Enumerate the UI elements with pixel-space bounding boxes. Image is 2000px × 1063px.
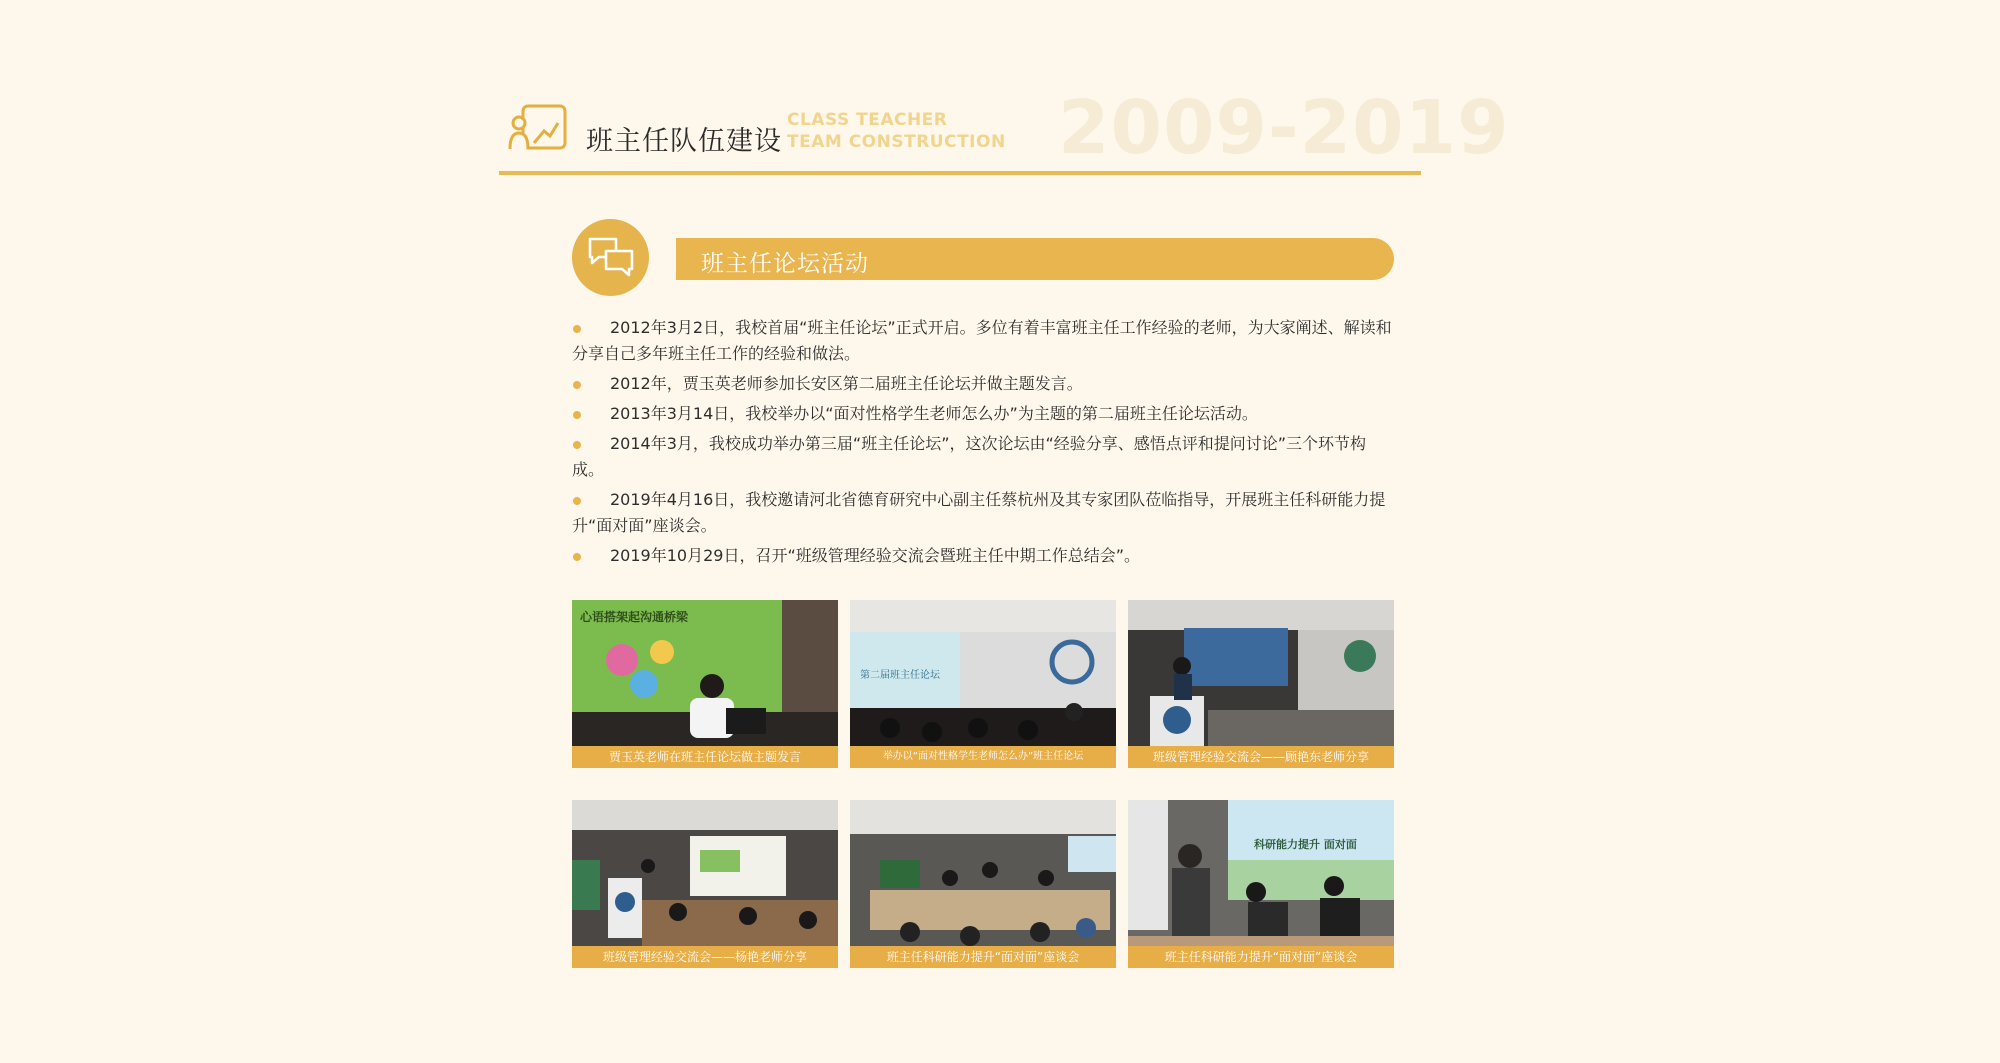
list-item: 2012年，贾玉英老师参加长安区第二届班主任论坛并做主题发言。 [572, 371, 1395, 397]
photo-caption: 举办以“面对性格学生老师怎么办”班主任论坛 [850, 746, 1116, 768]
list-item: 2013年3月14日，我校举办以“面对性格学生老师怎么办”为主题的第二届班主任论坛活动。 [572, 401, 1395, 427]
photo-exchange-gu [1128, 600, 1394, 768]
year-range-watermark: 2009-2019 [1058, 85, 1510, 171]
english-subtitle-line1: CLASS TEACHER [787, 110, 948, 130]
photo-screen-text: 科研能力提升 面对面 [1254, 838, 1357, 851]
section-banner [676, 238, 1394, 280]
photo-screen-text: 第二届班主任论坛 [860, 670, 940, 681]
section-title: 班主任论坛活动 [701, 251, 869, 277]
chat-bubbles-icon [586, 235, 636, 279]
photo-scene [1128, 800, 1394, 968]
photo-face-to-face-1 [850, 800, 1116, 968]
photo-exchange-yang [572, 800, 838, 968]
photo-caption: 贾玉英老师在班主任论坛做主题发言 [572, 746, 838, 768]
photo-forum-speech [572, 600, 838, 768]
english-subtitle [787, 109, 1006, 153]
photo-face-to-face-2 [1128, 800, 1394, 968]
photo-screen-text: 心语搭架起沟通桥梁 [580, 610, 689, 624]
english-subtitle-line2: TEAM CONSTRUCTION [787, 132, 1006, 152]
photo-scene [850, 600, 1116, 768]
photo-scene [572, 600, 838, 768]
event-list [572, 315, 1395, 573]
photo-scene [1128, 600, 1394, 768]
section-icon-circle [572, 219, 649, 296]
page-title: 班主任队伍建设 [586, 126, 782, 157]
photo-scene [850, 800, 1116, 968]
header-divider [499, 171, 1421, 175]
list-item: 2019年4月16日，我校邀请河北省德育研究中心副主任蔡杭州及其专家团队莅临指导，开展班主任科研能力提升“面对面”座谈会。 [572, 487, 1395, 539]
photo-caption: 班主任科研能力提升“面对面”座谈会 [1128, 946, 1394, 968]
list-item: 2019年10月29日，召开“班级管理经验交流会暨班主任中期工作总结会”。 [572, 543, 1395, 569]
photo-caption: 班级管理经验交流会——杨艳老师分享 [572, 946, 838, 968]
photo-second-forum [850, 600, 1116, 768]
teacher-board-icon [508, 103, 568, 155]
photo-scene [572, 800, 838, 968]
list-item: 2014年3月，我校成功举办第三届“班主任论坛”，这次论坛由“经验分享、感悟点评和提问讨论”三个环节构成。 [572, 431, 1395, 483]
photo-caption: 班主任科研能力提升“面对面”座谈会 [850, 946, 1116, 968]
photo-caption: 班级管理经验交流会——顾艳东老师分享 [1128, 746, 1394, 768]
list-item: 2012年3月2日，我校首届“班主任论坛”正式开启。多位有着丰富班主任工作经验的老师，为大家阐述、解读和分享自己多年班主任工作的经验和做法。 [572, 315, 1395, 367]
